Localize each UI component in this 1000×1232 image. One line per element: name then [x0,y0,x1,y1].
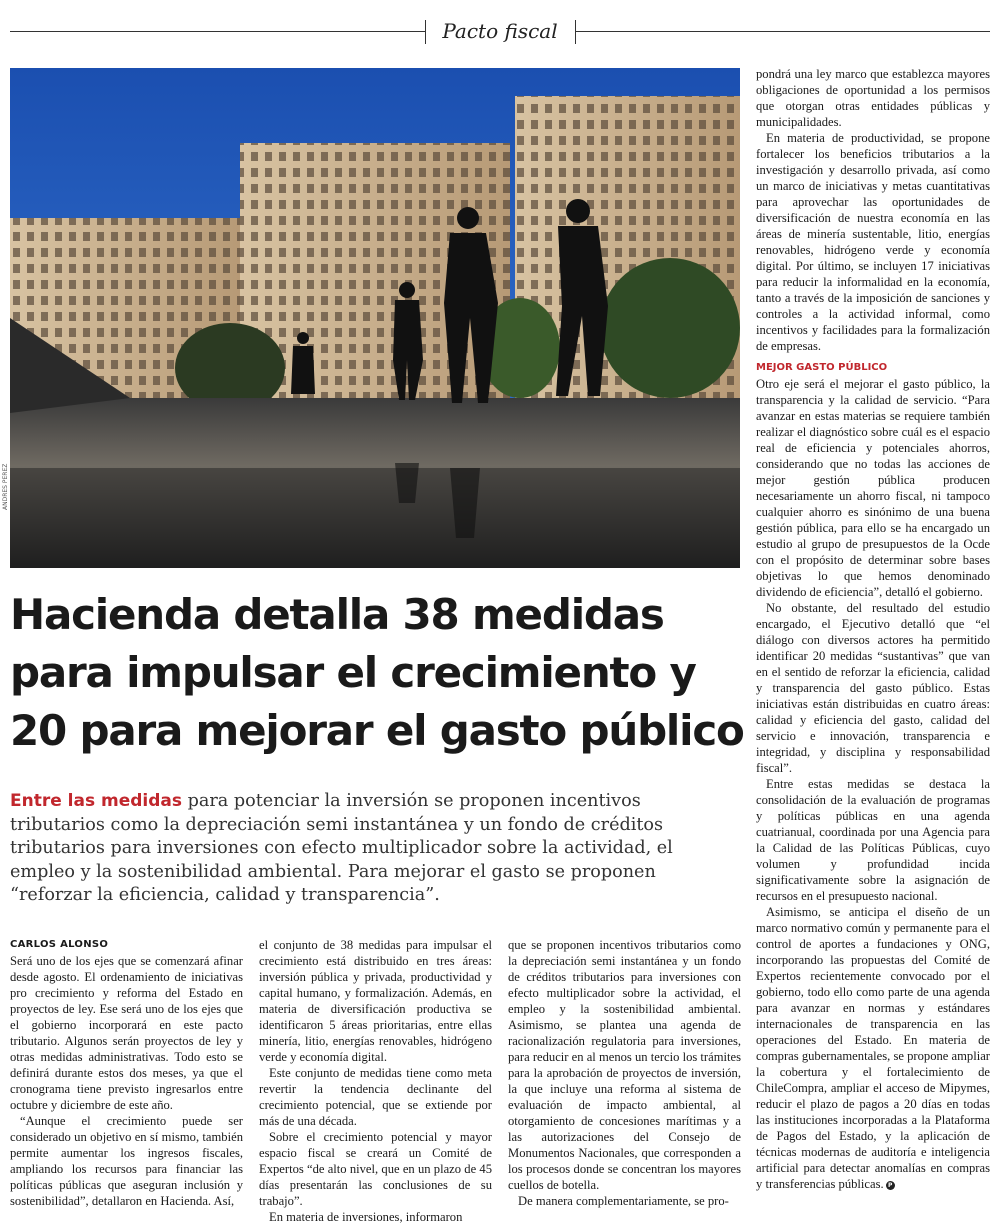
photo-illustration [10,68,740,568]
paragraph: Entre estas medidas se destaca la consolidación de la evaluación de programas y políticas públicas en una agenda cuatrianual, coordinada por una Agencia para la Calidad de las Políticas Públicas, cuyo volumen y profundidad incida significativamente sobre la asignación de recursos en el presupuesto nacional. [756,777,990,903]
paragraph: Otro eje será el mejorar el gasto público, la transparencia y la calidad de servicio. “Para avanzar en estas materias se requiere también realizar el diagnóstico sobre cuál es el espacio real de eficiencia y potenciales ahorros, considerando que no todas las acciones de mejor gestión pública producen necesariamente un ahorro fiscal, ni tampoco cualquier ahorro es sinónimo de una buena gestión pública, para ello se ha encargado un estudio al grupo de presupuestos de la Ocde con el propósito de determinar sobre bases objetivas lo que hemos denominado dividendo de eficiencia”, detalló el gobierno. [756,377,990,599]
article-photo [10,68,740,568]
lead-text: para potenciar la inversión se proponen incentivos tributarios como la depreciación semi instantánea y un fondo de créditos tributarios para inversiones con efecto multiplicador sobre la actividad, el empleo y la sostenibilidad ambiental. Para mejorar el gasto se proponen “reforzar la eficiencia, calidad y transparencia”. [10,791,673,905]
section-header [10,14,990,50]
paragraph: “Aunque el crecimiento puede ser considerado un objetivo en sí mismo, también permite aumentar los ingresos fiscales, ampliando los recursos para financiar las políticas públicas que aseguran inclusión y sostenibilidad”, detallaron en Hacienda. Así, [10,1114,243,1208]
paragraph: No obstante, del resultado del estudio encargado, el Ejecutivo detalló que “el diálogo con diversos actores ha permitido identificar 20 medidas “sustantivas” que van en el sentido de reforzar la eficiencia, calidad y transparencia del gasto público. Estas iniciativas están distribuidas en cuatro áreas: calidad y eficiencia del gasto, calidad del servicio e innovación, transparencia e integridad, y disciplina y responsabilidad fiscal”. [756,601,990,775]
header-tick-right [575,20,576,44]
header-rule-right [575,31,990,32]
lead-paragraph [10,790,740,908]
section-title: Pacto fiscal [442,19,558,43]
body-column-3 [508,937,741,1209]
body-column-2 [259,937,492,1225]
headline-line-3: 20 para mejorar el gasto público [10,706,744,755]
paragraph: En materia de productividad, se propone fortalecer los beneficios tributarios a la investigación y desarrollo privada, así como un marco de iniciativas y metas cuantitativas para aprovechar las oportunidades de diversificación de nuestra economía en las áreas de minería sustentable, litio, energías renovables, hidrógeno verde y economía digital. Por último, se incluyen 17 iniciativas para reducir la informalidad en la economía, tanto a través de la imposición de sanciones y controles a la actividad informal, como incentivos y facilidades para la formalización de empresas. [756,131,990,353]
paragraph: Este conjunto de medidas tiene como meta revertir la tendencia declinante del crecimiento potencial, que se extiende por más de una década. [259,1066,492,1128]
byline: CARLOS ALONSO [10,939,109,950]
headline-line-2: para impulsar el crecimiento y [10,648,696,697]
photo-credit: ANDRES PEREZ [2,463,9,510]
paragraph: pondrá una ley marco que establezca mayores obligaciones de oportunidad a los permisos que otorgan otras entidades públicas y municipalidades. [756,67,990,129]
paragraph: En materia de inversiones, informaron [269,1210,463,1224]
headline-line-1: Hacienda detalla 38 medidas [10,590,664,639]
end-mark-icon: P [886,1181,895,1190]
paragraph: el conjunto de 38 medidas para impulsar el crecimiento está distribuido en tres áreas: inversión pública y privada, productividad y capital humano, y formalización. Además, en materia de diversificación productiva se identificaron 5 áreas prioritarias, entre ellas minería, litio, energías renovables, hidrógeno verde y economía digital. [259,938,492,1064]
body-column-1 [10,937,243,1209]
paragraph [756,904,990,1192]
body-column-4 [756,66,990,1192]
headline [10,586,750,760]
header-rule-left [10,31,425,32]
subheading: MEJOR GASTO PÚBLICO [756,362,888,373]
paragraph: que se proponen incentivos tributarios como la depreciación semi instantánea y un fondo de créditos tributarios para inversiones con efecto multiplicador sobre la actividad, el empleo y la sostenibilidad ambiental. Asimismo, se plantea una agenda de racionalización regulatoria para inversiones, para reducir en al menos un tercio los trámites para la aprobación de proyectos de inversión, la que incluye una reforma al sistema de evaluación de impacto ambiental, al otorgamiento de concesiones marítimas y a las autorizaciones del Consejo de Monumentos Nacionales, que corresponden a los procesos donde se concentran los mayores cuellos de botella. [508,938,741,1192]
paragraph: Será uno de los ejes que se comenzará afinar desde agosto. El ordenamiento de iniciativas pro crecimiento y reforma del Estado en proyectos de ley. Ese será uno de los ejes que el gobierno incorporará en este pacto tributario. Algunos serán proyectos de ley y otras medidas administrativas. Todo esto se definirá durante estos dos meses, ya que el cronograma tiene previsto ingresarlos entre octubre y diciembre de este año. [10,954,243,1112]
final-paragraph-text: Asimismo, se anticipa el diseño de un marco normativo común y permanente para el control de aportes a fundaciones y ONG, incorporando las propuestas del Comité de Expertos recientemente convocado por el gobierno, todo ello como parte de una agenda para avanzar en normas y estándares internacionales de transparencia en las operaciones del Estado. En materia de compras gubernamentales, se propone ampliar la cobertura y el fortalecimiento de ChileCompra, ampliar el acceso de Mipymes, reducir el plazo de pagos a 20 días en todas las instituciones incorporadas a la Plataforma de Pagos del Estado, y la aplicación de técnicas modernas de auditoría e inteligencia artificial para detectar anomalías en compras y transferencias públicas. [756,905,990,1191]
lead-accent: Entre las medidas [10,791,183,811]
paragraph: Sobre el crecimiento potencial y mayor espacio fiscal se creará un Comité de Expertos “de alto nivel, que en un plazo de 45 días presentarán las conclusiones de su trabajo”. [259,1130,492,1208]
paragraph: De manera complementariamente, se pro- [518,1194,729,1208]
